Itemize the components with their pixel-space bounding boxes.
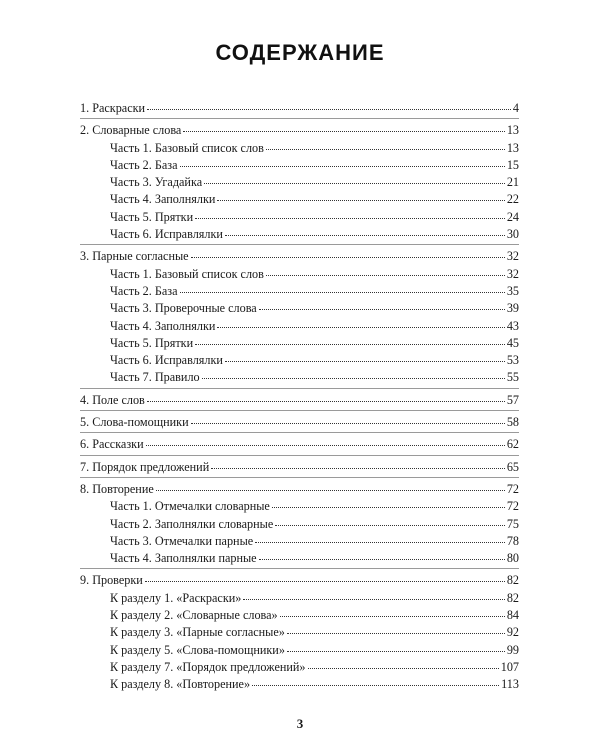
toc-entry-label: К разделу 8. «Повторение» [110, 677, 251, 692]
dot-leader [272, 506, 505, 508]
toc-subentry [80, 157, 519, 174]
toc-entry-page: 55 [506, 370, 519, 385]
toc-entry-label: К разделу 2. «Словарные слова» [110, 608, 278, 623]
toc-entry-label: К разделу 5. «Слова-помощники» [110, 642, 285, 657]
page-number: 3 [296, 716, 304, 731]
toc-entry-label: 6. Рассказки [80, 437, 144, 452]
dot-leader [191, 256, 505, 258]
dot-leader [266, 148, 505, 150]
toc-entry-label: 3. Парные согласные [80, 249, 189, 264]
toc-entry-page: 80 [506, 551, 519, 566]
toc-entry-label: Часть 6. Исправлялки [110, 227, 223, 242]
toc-entry-page: 32 [506, 249, 519, 264]
toc-entry-label: Часть 1. Базовый список слов [110, 140, 264, 155]
dot-leader [156, 489, 505, 491]
toc-subentry [80, 266, 519, 283]
toc-entry-label: Часть 5. Прятки [110, 209, 194, 224]
toc-entry-label: Часть 3. Проверочные слова [110, 301, 257, 316]
toc-subentry [80, 498, 519, 515]
toc-subentry [80, 550, 519, 567]
toc-entry-label: Часть 1. Базовый список слов [110, 266, 264, 281]
dot-leader [225, 234, 505, 236]
toc-subentry [80, 300, 519, 317]
toc-subentry [80, 642, 519, 659]
toc-entry-label: Часть 4. Заполнялки парные [110, 551, 257, 566]
dot-leader [147, 108, 511, 110]
toc-entry [80, 100, 519, 117]
toc-entry-label: 8. Повторение [80, 481, 154, 496]
toc-entry-label: Часть 2. База [110, 283, 178, 298]
dot-leader [145, 580, 505, 582]
toc-section [80, 436, 519, 455]
toc-subentry [80, 624, 519, 641]
toc-entry [80, 248, 519, 265]
toc-entry-page: 75 [506, 516, 519, 531]
toc-entry-page: 84 [506, 608, 519, 623]
toc-entry-label: К разделу 3. «Парные согласные» [110, 625, 285, 640]
dot-leader [146, 444, 505, 446]
dot-leader [217, 326, 504, 328]
toc-entry-page: 57 [506, 392, 519, 407]
toc-section [80, 122, 519, 245]
dot-leader [183, 130, 504, 132]
toc-entry-page: 78 [506, 533, 519, 548]
toc-entry-page: 43 [506, 318, 519, 333]
toc-entry-label: 4. Поле слов [80, 392, 145, 407]
toc-section [80, 459, 519, 478]
toc-subentry [80, 659, 519, 676]
toc-subentry [80, 226, 519, 243]
toc-section [80, 572, 519, 694]
toc-entry-label: Часть 3. Отмечалки парные [110, 533, 254, 548]
toc-subentry [80, 174, 519, 191]
toc-subentry [80, 209, 519, 226]
toc-entry-label: Часть 6. Исправлялки [110, 353, 223, 368]
toc-subentry [80, 369, 519, 386]
toc-entry-page: 99 [506, 642, 519, 657]
toc-entry-label: 2. Словарные слова [80, 123, 182, 138]
toc-subentry [80, 283, 519, 300]
toc-entry-label: 9. Проверки [80, 573, 143, 588]
toc-entry [80, 481, 519, 498]
toc-section [80, 248, 519, 388]
toc-entry-page: 22 [506, 192, 519, 207]
dot-leader [147, 400, 505, 402]
dot-leader [202, 377, 505, 379]
toc-subentry [80, 590, 519, 607]
toc-entry [80, 392, 519, 409]
toc-subentry [80, 191, 519, 208]
toc-entry-page: 24 [506, 209, 519, 224]
toc-entry-page: 32 [506, 266, 519, 281]
toc-entry-page: 113 [501, 677, 519, 692]
toc-entry-page: 30 [506, 227, 519, 242]
toc-entry-label: 5. Слова-помощники [80, 415, 189, 430]
toc-entry [80, 414, 519, 431]
toc-subentry [80, 676, 519, 693]
toc-subentry [80, 607, 519, 624]
toc-entry-page: 82 [506, 573, 519, 588]
dot-leader [280, 615, 505, 617]
toc-entry-page: 4 [512, 101, 519, 115]
toc-entry-label: К разделу 7. «Порядок предложений» [110, 659, 306, 674]
toc-entry-label: Часть 4. Заполнялки [110, 318, 216, 333]
page-title: СОДЕРЖАНИЕ [215, 40, 385, 65]
dot-leader [287, 650, 505, 652]
dot-leader [195, 343, 505, 345]
toc-entry-label: Часть 3. Угадайка [110, 175, 203, 190]
toc-section [80, 100, 519, 119]
dot-leader [252, 684, 499, 686]
toc-entry [80, 572, 519, 589]
toc-entry-label: Часть 2. Заполнялки словарные [110, 516, 274, 531]
dot-leader [180, 291, 505, 293]
toc-entry-page: 45 [506, 335, 519, 350]
toc-entry-page: 65 [506, 459, 519, 474]
dot-leader [259, 308, 505, 310]
toc-entry [80, 436, 519, 453]
toc-entry-label: К разделу 1. «Раскраски» [110, 590, 242, 605]
toc-entry-page: 82 [506, 590, 519, 605]
dot-leader [308, 667, 499, 669]
toc-entry-page: 72 [506, 499, 519, 514]
toc-subentry [80, 352, 519, 369]
toc-subentry [80, 318, 519, 335]
toc-entry-label: Часть 7. Правило [110, 370, 200, 385]
dot-leader [255, 541, 505, 543]
toc-entry [80, 459, 519, 476]
dot-leader [191, 422, 505, 424]
dot-leader [225, 360, 505, 362]
toc-subentry [80, 335, 519, 352]
dot-leader [195, 217, 505, 219]
toc-entry-page: 92 [506, 625, 519, 640]
dot-leader [217, 199, 504, 201]
toc-entry-label: Часть 4. Заполнялки [110, 192, 216, 207]
toc-entry-page: 39 [506, 301, 519, 316]
toc-entry-page: 35 [506, 283, 519, 298]
toc-section [80, 392, 519, 411]
toc-entry-page: 13 [506, 123, 519, 138]
dot-leader [211, 467, 505, 469]
toc-entry-label: Часть 2. База [110, 157, 178, 172]
table-of-contents [80, 100, 519, 698]
toc-entry-label: 7. Порядок предложений [80, 459, 210, 474]
toc-entry [80, 122, 519, 139]
dot-leader [275, 524, 505, 526]
toc-subentry [80, 140, 519, 157]
toc-subentry [80, 516, 519, 533]
toc-entry-page: 58 [506, 415, 519, 430]
toc-entry-page: 53 [506, 353, 519, 368]
toc-entry-page: 62 [506, 437, 519, 452]
toc-subentry [80, 533, 519, 550]
dot-leader [243, 598, 504, 600]
dot-leader [259, 558, 505, 560]
toc-entry-label: Часть 1. Отмечалки словарные [110, 499, 270, 514]
toc-entry-label: 1. Раскраски [80, 101, 146, 115]
toc-section [80, 481, 519, 569]
toc-entry-page: 21 [506, 175, 519, 190]
dot-leader [266, 274, 505, 276]
dot-leader [287, 632, 505, 634]
dot-leader [204, 182, 505, 184]
toc-entry-page: 15 [506, 157, 519, 172]
toc-entry-label: Часть 5. Прятки [110, 335, 194, 350]
toc-entry-page: 72 [506, 481, 519, 496]
dot-leader [180, 165, 505, 167]
toc-entry-page: 107 [500, 659, 519, 674]
toc-section [80, 414, 519, 433]
toc-entry-page: 13 [506, 140, 519, 155]
